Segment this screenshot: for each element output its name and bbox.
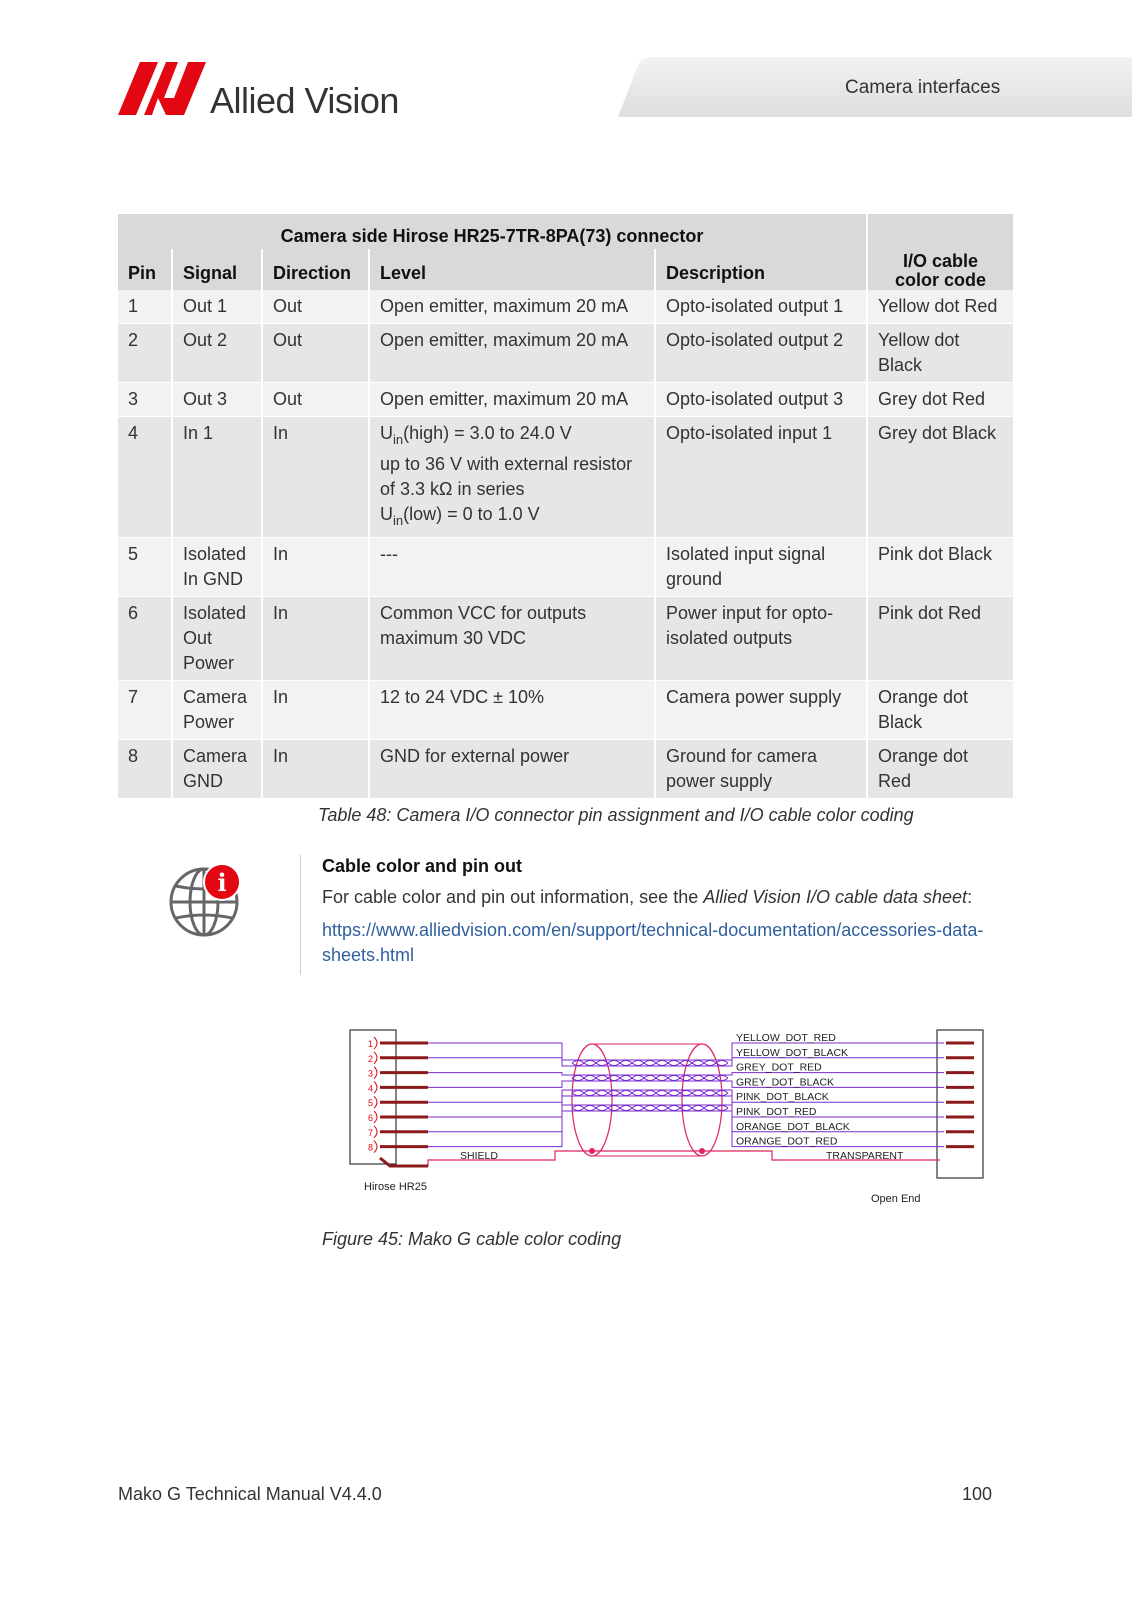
level-line: GND for external power: [380, 746, 570, 766]
cell-description: Camera power supply: [655, 681, 867, 740]
open-end-box: [937, 1030, 983, 1178]
cell-level: [369, 383, 655, 417]
cell-signal: Out 2: [172, 324, 262, 383]
level-line: 12 to 24 VDC ± 10%: [380, 687, 544, 707]
wire: [428, 1111, 944, 1147]
table-row: [118, 597, 1013, 681]
cell-color: Orange dot Black: [867, 681, 1013, 740]
wire: [428, 1105, 944, 1132]
cell-signal: Out 1: [172, 290, 262, 324]
cell-signal: Isolated Out Power: [172, 597, 262, 681]
twisted-pair: [572, 1108, 728, 1111]
shield-node-left: [589, 1148, 595, 1154]
open-end-label: Open End: [871, 1193, 921, 1205]
note-body: [322, 887, 972, 908]
datasheet-link[interactable]: https://www.alliedvision.com/en/support/technical-documentation/accessories-data-sheets.html: [322, 920, 984, 965]
note-body-suffix: :: [967, 887, 973, 907]
twisted-pair: [572, 1078, 728, 1081]
cell-direction: In: [262, 740, 369, 799]
col-level: Level: [369, 249, 655, 290]
level-line: $U_{in}(low) = 0$ to 1.0 V: [380, 504, 540, 528]
cable-diagram-svg: [340, 1020, 1000, 1220]
note-body-italic: Allied Vision I/O cable data sheet: [703, 887, 968, 907]
cell-description: Opto-isolated output 1: [655, 290, 867, 324]
level-line: up to 36 V with external resistor: [380, 454, 633, 474]
level-line: of 3.3 kΩ in series: [380, 479, 525, 499]
cell-color: Yellow dot Red: [867, 290, 1013, 324]
pin-assignment-table: [118, 214, 1013, 799]
table-row: [118, 290, 1013, 324]
wire: [428, 1073, 944, 1075]
twisted-pair: [572, 1106, 728, 1109]
wire-label: PINK_DOT_RED: [736, 1106, 817, 1118]
pin-number: 8: [368, 1142, 374, 1153]
footer-page-number: 100: [961, 1484, 992, 1504]
level-line: Open emitter, maximum 20 mA: [380, 330, 629, 350]
cell-pin: 3: [118, 383, 172, 417]
cell-direction: Out: [262, 290, 369, 324]
io-color-header-line2: color code: [894, 270, 987, 290]
wire-label: YELLOW_DOT_BLACK: [736, 1046, 849, 1059]
wire-label: YELLOW_DOT_RED: [736, 1032, 836, 1044]
hirose-label: Hirose HR25: [364, 1181, 427, 1193]
shield-node-right: [699, 1148, 705, 1154]
cell-level: [369, 538, 655, 597]
table-row: [118, 383, 1013, 417]
io-color-header-line1: I/O cable: [902, 251, 979, 271]
cell-color: Grey dot Black: [867, 417, 1013, 538]
col-description: Description: [655, 249, 867, 290]
twisted-pair: [572, 1063, 728, 1066]
level-line: Open emitter, maximum 20 mA: [380, 389, 629, 409]
twisted-pair: [572, 1091, 728, 1094]
cell-direction: In: [262, 681, 369, 740]
cable-diagram: [340, 1020, 1000, 1220]
transparent-label: TRANSPARENT: [826, 1150, 904, 1162]
cell-direction: In: [262, 597, 369, 681]
table-row: [118, 740, 1013, 799]
cell-level: [369, 597, 655, 681]
wire: [428, 1096, 944, 1117]
table-row: [118, 324, 1013, 383]
cell-signal: Camera GND: [172, 740, 262, 799]
wire-label: GREY_DOT_BLACK: [736, 1076, 835, 1089]
pin-number: 6: [368, 1113, 374, 1123]
wire-label: ORANGE_DOT_BLACK: [736, 1120, 850, 1133]
table-caption: Table 48: Camera I/O connector pin assignment and I/O cable color coding: [318, 805, 914, 825]
cell-signal: In 1: [172, 417, 262, 538]
cell-pin: 6: [118, 597, 172, 681]
col-pin: Pin: [118, 249, 172, 290]
allied-vision-logo: [118, 60, 418, 120]
wire-label: ORANGE_DOT_RED: [736, 1135, 838, 1148]
figure-caption: Figure 45: Mako G cable color coding: [322, 1229, 622, 1249]
pin-number: 3: [368, 1068, 374, 1079]
cell-signal: Camera Power: [172, 681, 262, 740]
pin-number: 1: [368, 1039, 374, 1049]
note-divider: [300, 855, 301, 975]
table-row: [118, 681, 1013, 740]
cell-direction: Out: [262, 383, 369, 417]
cell-description: Power input for opto-isolated outputs: [655, 597, 867, 681]
level-line: ---: [380, 544, 398, 564]
cell-color: Orange dot Red: [867, 740, 1013, 799]
cell-description: Opto-isolated output 3: [655, 383, 867, 417]
twisted-pair: [572, 1076, 728, 1079]
cell-pin: 1: [118, 290, 172, 324]
cell-pin: 5: [118, 538, 172, 597]
cell-color: Pink dot Black: [867, 538, 1013, 597]
twisted-pair: [572, 1093, 728, 1096]
pin-number: 7: [368, 1127, 374, 1138]
note-title: Cable color and pin out: [322, 856, 523, 876]
cell-level: [369, 417, 655, 538]
cell-description: Isolated input signal ground: [655, 538, 867, 597]
level-line: Open emitter, maximum 20 mA: [380, 296, 629, 316]
pin-number: 5: [368, 1098, 374, 1109]
cell-pin: 7: [118, 681, 172, 740]
level-line: Common VCC for outputs maximum 30 VDC: [380, 603, 587, 648]
col-signal: Signal: [172, 249, 262, 290]
cell-description: Opto-isolated output 2: [655, 324, 867, 383]
cell-color: Pink dot Red: [867, 597, 1013, 681]
logo-mark-icon: [118, 60, 208, 120]
globe-info-icon: [168, 862, 246, 940]
cell-color: Grey dot Red: [867, 383, 1013, 417]
wire-label: PINK_DOT_BLACK: [736, 1091, 829, 1104]
logo-text: Allied Vision: [210, 80, 399, 121]
pin-number: 2: [368, 1053, 374, 1064]
footer-manual-title: Mako G Technical Manual V4.4.0: [118, 1484, 382, 1504]
cell-direction: Out: [262, 324, 369, 383]
cell-pin: 2: [118, 324, 172, 383]
cell-direction: In: [262, 417, 369, 538]
cell-pin: 4: [118, 417, 172, 538]
wire-label: GREY_DOT_RED: [736, 1061, 822, 1074]
pin-number: 4: [368, 1083, 374, 1094]
io-color-header: [867, 214, 1013, 290]
cell-level: [369, 740, 655, 799]
cell-description: Ground for camera power supply: [655, 740, 867, 799]
cell-color: Yellow dot Black: [867, 324, 1013, 383]
cell-signal: Isolated In GND: [172, 538, 262, 597]
cell-description: Opto-isolated input 1: [655, 417, 867, 538]
section-title: Camera interfaces: [845, 77, 1001, 98]
twisted-pair: [572, 1061, 728, 1064]
shield-label: SHIELD: [460, 1150, 498, 1162]
cell-level: [369, 290, 655, 324]
wire: [428, 1081, 944, 1087]
cell-pin: 8: [118, 740, 172, 799]
cell-level: [369, 324, 655, 383]
table-row: [118, 417, 1013, 538]
svg-text:i: i: [217, 868, 227, 897]
table-row: [118, 538, 1013, 597]
cell-direction: In: [262, 538, 369, 597]
level-line: $U_{in}(high) = 3.0$ to 24.0 V: [380, 423, 572, 447]
cell-signal: Out 3: [172, 383, 262, 417]
table-caption-header: Camera side Hirose HR25-7TR-8PA(73) connector: [118, 214, 867, 249]
note-body-prefix: For cable color and pin out information, see the: [322, 887, 704, 907]
cell-level: [369, 681, 655, 740]
col-direction: Direction: [262, 249, 369, 290]
